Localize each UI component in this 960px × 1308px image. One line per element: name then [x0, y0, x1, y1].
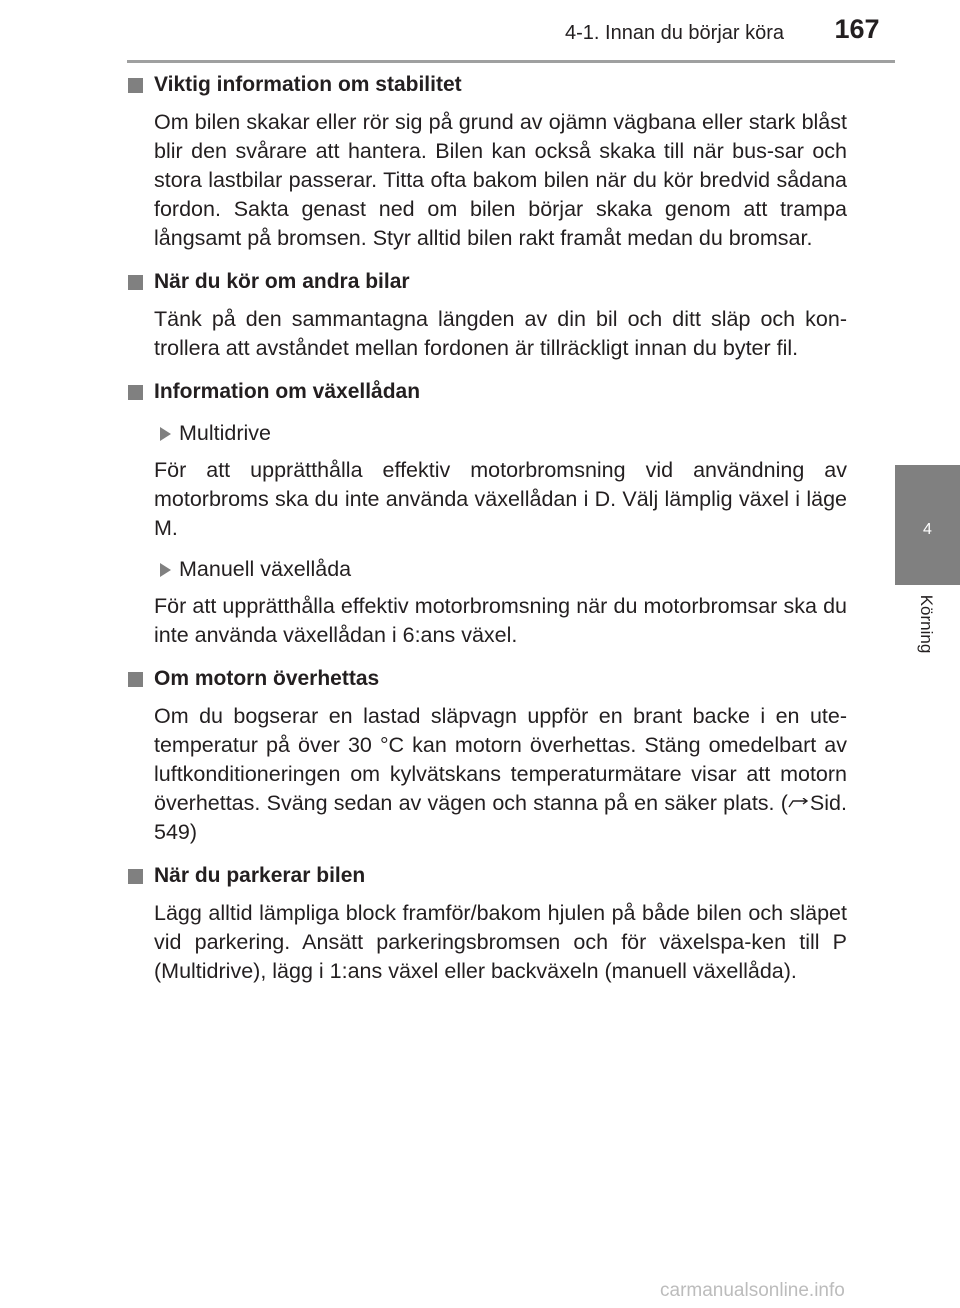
header-section-title: 4-1. Innan du börjar köra — [565, 22, 785, 44]
watermark: carmanualsonline.info — [660, 1280, 845, 1301]
square-bullet-icon — [128, 672, 143, 687]
square-bullet-icon — [128, 869, 143, 884]
sub-heading-manual — [127, 555, 847, 584]
section-heading — [127, 70, 847, 100]
page-reference-link[interactable]: Sid. 549 — [154, 791, 847, 844]
triangle-bullet-icon — [160, 563, 171, 577]
square-bullet-icon — [128, 275, 143, 290]
section-parking — [127, 861, 847, 986]
section-heading-text: Viktig information om stabilitet — [154, 73, 462, 96]
chapter-label: Körning — [916, 594, 936, 654]
reference-arrow-icon — [788, 798, 810, 810]
sub-heading-text: Manuell växellåda — [179, 557, 352, 581]
section-overtaking — [127, 267, 847, 363]
paragraph-text: Om du bogserar en lastad släpvagn uppför en brant backe i en ute-temperatur på över 30 °C kan motorn överhettas. Stäng omedelbart av luftkonditioneringen om kylvätskans temperaturmätare visar att motorn överhettas. Sväng sedan av vägen och stanna på en säker — [154, 704, 847, 815]
section-paragraph: Tänk på den sammantagna längden av din bil och ditt släp och kon-trollera att avståndet mellan fordonen är tillräckligt innan du byter fil. — [154, 307, 847, 360]
section-heading-text: Information om växellådan — [154, 380, 421, 403]
section-paragraph: Om bilen skakar eller rör sig på grund av ojämn vägbana eller stark blåst blir den svårare att hantera. Bilen kan också skaka till när bus-sar och stora lastbilar passerar. Titta ofta bakom bilen när du kör bredvid sådana fordon. Sakta genast ned om bilen börjar skaka genom att trampa långsamt på bromsen. Styr alltid bilen rakt framåt medan du bromsar. — [154, 110, 847, 250]
square-bullet-icon — [128, 385, 143, 400]
square-bullet-icon — [128, 78, 143, 93]
page-number: 167 — [834, 14, 880, 44]
header-divider — [127, 60, 895, 63]
paragraph-text-close: ) — [189, 820, 198, 844]
section-paragraph: Lägg alltid lämpliga block framför/bakom hjulen på både bilen och släpet vid parkering. Ansätt parkeringsbromsen och för växelspa-ken till P (Multidrive), lägg i 1:ans växel eller backväxeln (manuell växellåda). — [154, 901, 847, 983]
section-heading-text: Om motorn överhettas — [154, 667, 380, 690]
sub-heading-text: Multidrive — [179, 421, 271, 445]
section-heading-text: När du kör om andra bilar — [154, 270, 410, 293]
section-paragraph — [127, 702, 847, 847]
section-transmission — [127, 377, 847, 650]
section-heading — [127, 664, 847, 694]
triangle-bullet-icon — [160, 427, 171, 441]
section-overheating — [127, 664, 847, 847]
chapter-tab[interactable] — [895, 465, 960, 585]
section-paragraph: För att upprätthålla effektiv motorbromsning när du motorbromsar ska du inte använda växellådan i 6:ans växel. — [154, 594, 847, 647]
chapter-label-container — [893, 590, 958, 670]
sub-heading-multidrive — [127, 419, 847, 448]
paragraph-text-tail: plats. ( — [723, 791, 788, 815]
section-heading-text: När du parkerar bilen — [154, 864, 366, 887]
page-content — [127, 70, 847, 1000]
section-heading — [127, 267, 847, 297]
section-heading — [127, 861, 847, 891]
section-stability — [127, 70, 847, 253]
section-heading — [127, 377, 847, 407]
section-paragraph: För att upprätthålla effektiv motorbromsning vid användning av motorbroms ska du inte använda växellådan i D. Välj lämplig växel i läge M. — [154, 458, 847, 540]
chapter-number: 4 — [923, 521, 932, 538]
